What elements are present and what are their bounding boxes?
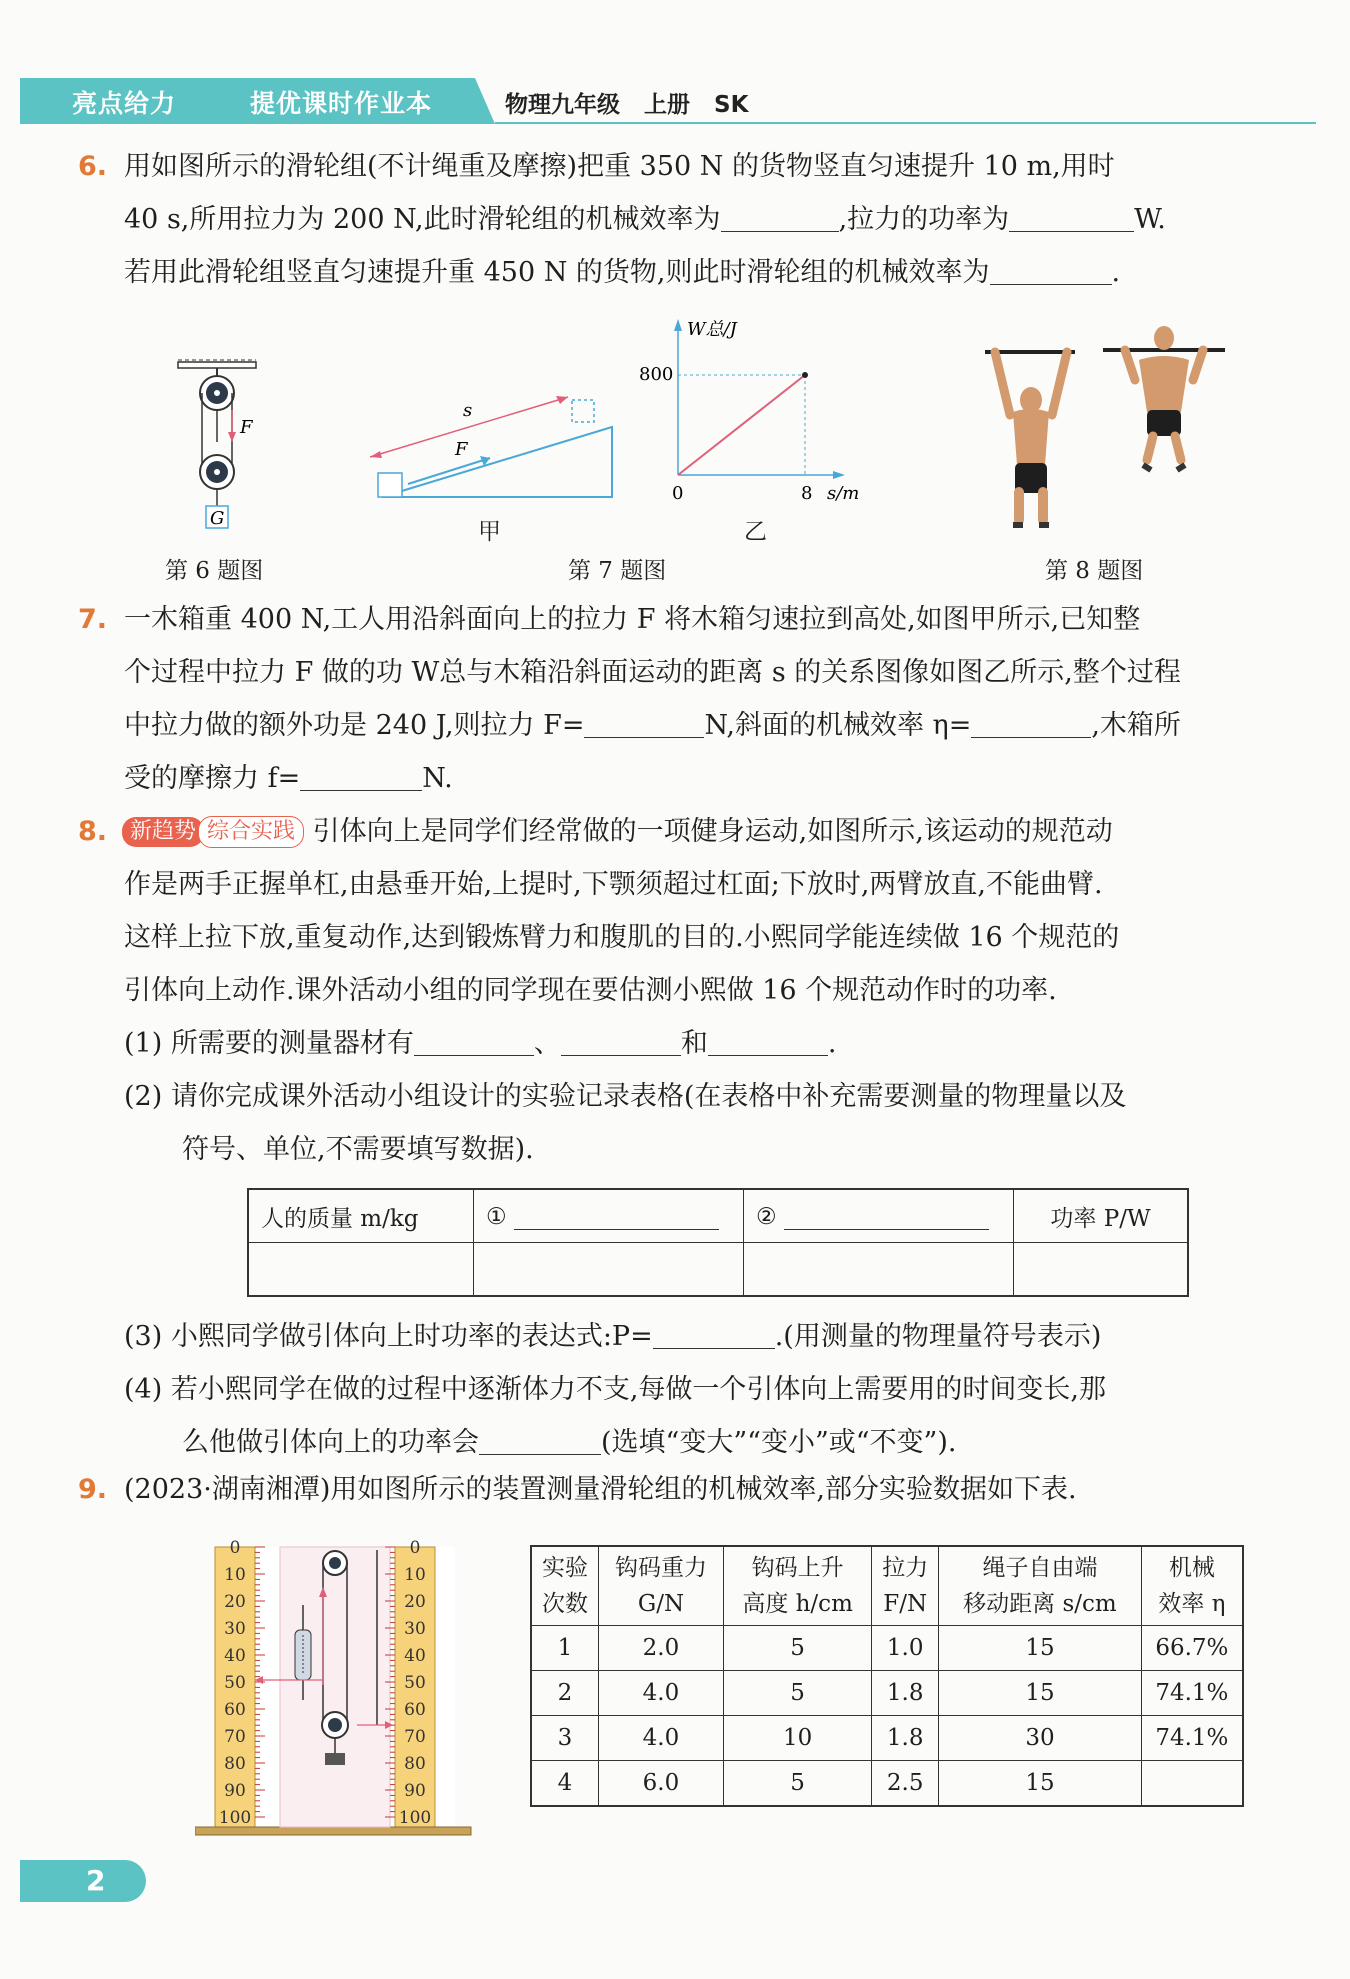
brand-subtitle: 提优课时作业本 (250, 89, 433, 118)
right-ruler-tick-label: 0 (409, 1538, 421, 1558)
table-cell: 74.1% (1141, 1716, 1243, 1761)
table-row (531, 1671, 1243, 1716)
page-header (20, 78, 1316, 124)
table-row (531, 1716, 1243, 1761)
subject-label: 物理九年级 上册 SK (505, 92, 749, 118)
series-line (678, 375, 805, 475)
table-header: 功率 P/W (1014, 1189, 1189, 1243)
table-cell: 10 (723, 1716, 871, 1761)
q8-line1: 新趋势 综合实践 引体向上是同学们经常做的一项健身运动,如图所示,该运动的规范动 (122, 805, 1113, 858)
question-number: 9. (78, 1474, 108, 1505)
right-ruler-tick-label: 100 (398, 1808, 432, 1828)
table-cell: 1.8 (872, 1716, 939, 1761)
left-ruler-tick-label: 90 (224, 1781, 246, 1801)
force-label: F (455, 439, 468, 460)
table-cell: 4.0 (599, 1716, 724, 1761)
origin-label: 0 (672, 483, 684, 504)
table-header: 钩码上升 高度 h/cm (723, 1546, 871, 1626)
left-ruler-tick-label: 40 (224, 1646, 246, 1666)
table-cell: 74.1% (1141, 1671, 1243, 1716)
q8-part4: (4) 若小熙同学在做的过程中逐渐体力不支,每做一个引体向上需要用的时间变长,那 (124, 1374, 1106, 1405)
tag-new-trend: 新趋势 (122, 817, 204, 847)
table-cell: 5 (723, 1761, 871, 1807)
q8-part1: (1) 所需要的测量器材有 、 和 . (124, 1028, 837, 1059)
x-axis-label: s/m (827, 483, 860, 504)
work-distance-graph (635, 315, 885, 545)
left-ruler-tick-label: 60 (224, 1700, 246, 1720)
right-ruler-tick-label: 80 (404, 1754, 426, 1774)
athlete-hanging-icon (995, 352, 1067, 525)
q7-line3: 中拉力做的额外功是 240 J,则拉力 F= N,斜面的机械效率 η= ,木箱所 (124, 710, 1181, 741)
table-cell: 6.0 (599, 1761, 724, 1807)
table-cell: 1.0 (872, 1626, 939, 1671)
q7-line2: 个过程中拉力 F 做的功 W总与木箱沿斜面运动的距离 s 的关系图像如图乙所示,整个过程 (124, 657, 1181, 688)
table-header: 机械 效率 η (1141, 1546, 1243, 1626)
answer-blank[interactable] (584, 711, 704, 738)
left-ruler-tick-label: 20 (224, 1592, 246, 1612)
left-ruler-tick-label: 30 (224, 1619, 246, 1639)
left-ruler-tick-label: 10 (224, 1565, 246, 1585)
answer-blank[interactable] (300, 764, 422, 791)
right-ruler-tick-label: 30 (404, 1619, 426, 1639)
q8-part3: (3) 小熙同学做引体向上时功率的表达式:P= .(用测量的物理量符号表示) (124, 1321, 1102, 1352)
tag-practice: 综合实践 (198, 816, 304, 848)
table-row (531, 1761, 1243, 1807)
q7-line1: 一木箱重 400 N,工人用沿斜面向上的拉力 F 将木箱匀速拉到高处,如图甲所示,已知整 (124, 604, 1141, 635)
table-cell[interactable] (248, 1243, 474, 1297)
table-cell: 4.0 (599, 1671, 724, 1716)
right-ruler-tick-label: 50 (404, 1673, 426, 1693)
table-header[interactable]: ① (474, 1189, 744, 1243)
q8-part2: (2) 请你完成课外活动小组设计的实验记录表格(在表格中补充需要测量的物理量以及 (124, 1081, 1127, 1112)
left-ruler-tick-label: 80 (224, 1754, 246, 1774)
right-ruler-tick-label: 90 (404, 1781, 426, 1801)
x-tick-label: 8 (801, 483, 813, 504)
pulley-figure-6 (150, 350, 280, 540)
brand-title: 亮点给力 (72, 89, 177, 118)
table-cell: 15 (939, 1761, 1142, 1807)
table-cell: 15 (939, 1626, 1142, 1671)
q8-line3: 这样上拉下放,重复动作,达到锻炼臂力和腹肌的目的.小熙同学能连续做 16 个规范的 (124, 922, 1120, 953)
table-cell: 3 (531, 1716, 599, 1761)
question-8 (78, 805, 1313, 1458)
table-cell: 15 (939, 1671, 1142, 1716)
q7-line4: 受的摩擦力 f= N. (124, 763, 453, 794)
q8-line4: 引体向上动作.课外活动小组的同学现在要估测小熙做 16 个规范动作时的功率. (124, 975, 1057, 1006)
question-6 (78, 140, 1313, 300)
athlete-raised-icon (1125, 326, 1203, 470)
distance-label: s (463, 400, 473, 421)
answer-blank[interactable] (990, 258, 1112, 285)
left-ruler-tick-label: 50 (224, 1673, 246, 1693)
answer-blank[interactable] (721, 205, 839, 232)
hook-weight-icon (325, 1753, 345, 1765)
q8-part2-cont: 符号、单位,不需要填写数据). (182, 1134, 534, 1165)
table-header[interactable]: ② (744, 1189, 1014, 1243)
data-table (530, 1545, 1244, 1807)
question-number: 6. (78, 151, 108, 182)
answer-blank[interactable] (784, 1203, 989, 1230)
table-cell: 66.7% (1141, 1626, 1243, 1671)
q8-part4-cont: 么他做引体向上的功率会 (选填“变大”“变小”或“不变”). (182, 1427, 957, 1458)
question-7 (78, 593, 1313, 808)
question-9 (78, 1463, 1313, 1516)
answer-blank[interactable] (479, 1428, 601, 1455)
q6-line3: 若用此滑轮组竖直匀速提升重 450 N 的货物,则此时滑轮组的机械效率为 . (124, 257, 1121, 288)
table-header: 人的质量 m/kg (248, 1189, 474, 1243)
table-cell: 5 (723, 1671, 871, 1716)
answer-blank[interactable] (561, 1029, 681, 1056)
table-cell: 2.5 (872, 1761, 939, 1807)
right-ruler-tick-label: 60 (404, 1700, 426, 1720)
figure-7-caption: 第 7 题图 (568, 558, 667, 584)
y-tick-label: 800 (639, 364, 674, 385)
table-cell: 2 (531, 1671, 599, 1716)
q8-line2: 作是两手正握单杠,由悬垂开始,上提时,下颚须超过杠面;下放时,两臂放直,不能曲臂. (124, 869, 1103, 900)
question-number: 7. (78, 604, 108, 635)
question-number: 8. (78, 816, 108, 847)
table-cell: 2.0 (599, 1626, 724, 1671)
table-cell: 5 (723, 1626, 871, 1671)
header-rule (495, 122, 1316, 124)
answer-blank[interactable] (653, 1322, 775, 1349)
force-label: F (240, 417, 253, 438)
page-number-tab (20, 1860, 146, 1902)
right-ruler-tick-label: 70 (404, 1727, 426, 1747)
table-header: 钩码重力 G/N (599, 1546, 724, 1626)
pulley-apparatus-figure (195, 1535, 475, 1850)
table-cell: 1.8 (872, 1671, 939, 1716)
page-number: 2 (86, 1864, 106, 1897)
table-cell: 30 (939, 1716, 1142, 1761)
load-label: G (210, 508, 225, 529)
figure-8-caption: 第 8 题图 (1045, 558, 1144, 584)
figure-7-yi-label: 乙 (744, 519, 767, 545)
q6-line2: 40 s,所用拉力为 200 N,此时滑轮组的机械效率为 ,拉力的功率为 W. (124, 204, 1166, 235)
q6-line1: 用如图所示的滑轮组(不计绳重及摩擦)把重 350 N 的货物竖直匀速提升 10 m,用时 (124, 151, 1115, 182)
table-cell[interactable] (744, 1243, 1014, 1297)
table-cell (1141, 1761, 1243, 1807)
record-table (247, 1188, 1189, 1297)
right-ruler-tick-label: 10 (404, 1565, 426, 1585)
left-ruler-tick-label: 0 (229, 1538, 241, 1558)
answer-blank[interactable] (414, 1029, 534, 1056)
table-cell[interactable] (1014, 1243, 1189, 1297)
table-row (531, 1626, 1243, 1671)
answer-blank[interactable] (708, 1029, 828, 1056)
figure-6-caption: 第 6 题图 (165, 558, 264, 584)
table-cell[interactable] (474, 1243, 744, 1297)
table-header: 拉力 F/N (872, 1546, 939, 1626)
answer-blank[interactable] (1009, 205, 1134, 232)
answer-blank[interactable] (971, 711, 1091, 738)
figure-7-jia-label: 甲 (478, 519, 501, 545)
table-header: 实验 次数 (531, 1546, 599, 1626)
left-ruler-tick-label: 100 (218, 1808, 252, 1828)
answer-blank[interactable] (514, 1203, 719, 1230)
q9-line1: (2023·湖南湘潭)用如图所示的装置测量滑轮组的机械效率,部分实验数据如下表. (124, 1474, 1077, 1505)
left-ruler-tick-label: 70 (224, 1727, 246, 1747)
table-cell: 1 (531, 1626, 599, 1671)
data-point (802, 372, 808, 378)
table-header: 绳子自由端 移动距离 s/cm (939, 1546, 1142, 1626)
table-cell: 4 (531, 1761, 599, 1807)
pull-up-figure (975, 320, 1235, 540)
right-ruler-tick-label: 40 (404, 1646, 426, 1666)
right-ruler-tick-label: 20 (404, 1592, 426, 1612)
y-axis-label: W总/J (687, 319, 737, 340)
